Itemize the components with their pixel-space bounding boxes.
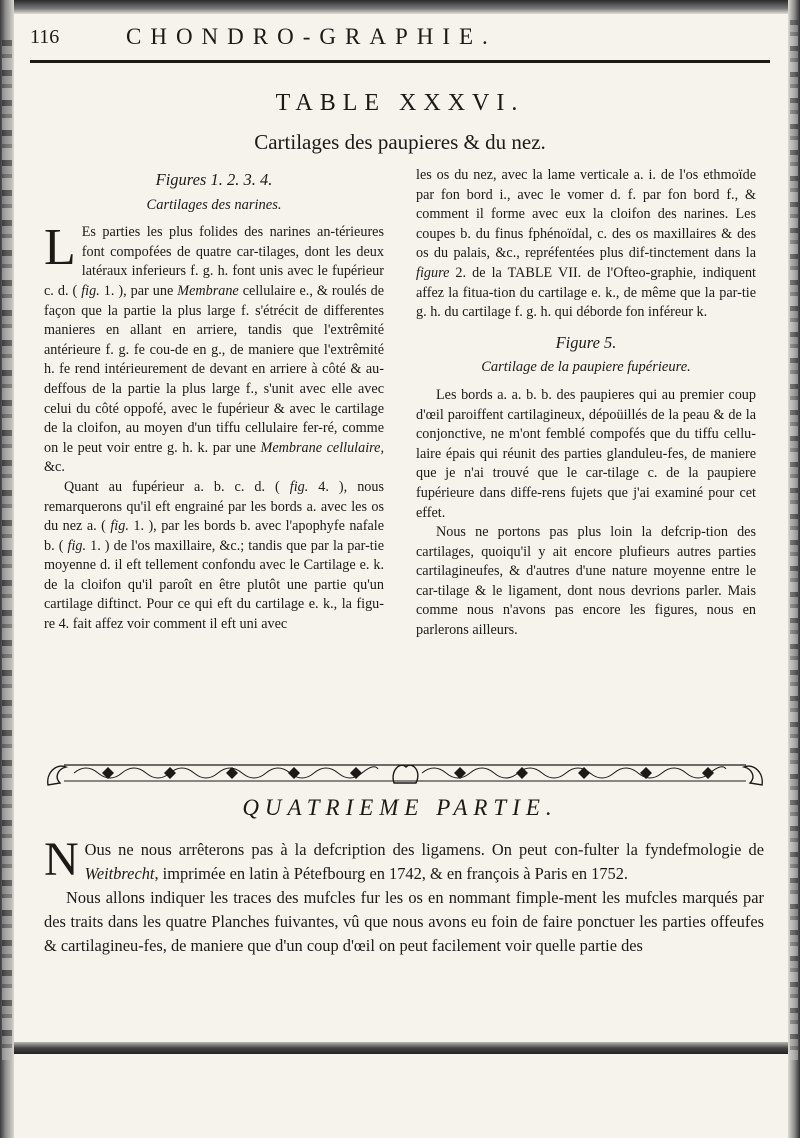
- page-header: [30, 20, 770, 60]
- right-binding-edge: [788, 0, 800, 1138]
- running-head: CHONDRO-GRAPHIE.: [126, 24, 497, 49]
- paragraph: Nous allons indiquer les traces des mufcles fur les os en nommant fimple-ment les mufcles marqués par des traits dans les quatre Planches fuivantes, vû que nous avons eu foin de faire ponctuer les parties offeufes & cartilagineu-fes, de maniere que d'un coup d'œil on peut facilement voir quelle partie des: [44, 888, 764, 955]
- paragraph: les os du nez, avec la lame verticale a. i. de l'os ethmoïde par fon bord i., avec le vomer d. f. par fon bord f., & comment il forme avec eux la cloifon des narines. Les coupes b. du finus fphénoïdal, c. des os maxillaires & des os du palais, &c., repréfentées plus dif-tinctement dans la figure 2. de la TABLE VII. de l'Ofteo-graphie, indiquent affez la fitua-tion du cartilage e. k., de même que la par-tie g. h. du cartilage f. g. h. qui déborde fon inféreur k.: [416, 167, 756, 321]
- page-top-edge: [14, 0, 788, 14]
- left-binding-edge: [0, 0, 14, 1138]
- part-body: [44, 833, 764, 958]
- section-heading-narines: Cartilages des narines.: [146, 196, 282, 213]
- drop-cap: L: [44, 219, 76, 277]
- right-column: [416, 166, 756, 641]
- figure-heading: Figure 5.: [555, 332, 617, 352]
- paragraph: N Ous ne nous arrêterons pas à la defcription des ligamens. On peut con-fulter la fyndefmologie de Weitbrecht, imprimée en latin à Pétefbourg en 1742, & en françois à Paris en 1752.: [44, 833, 764, 886]
- drop-cap: N: [44, 833, 79, 886]
- paragraph: Quant au fupérieur a. b. c. d. ( fig. 4. ), nous remarquerons qu'il eft engrainé par les bords a. avec les os du nez a. ( fig. 1. ), par les bords b. avec l'apophyfe nafale b. ( fig. 1. ) de l'os maxillaire, &c.; tandis que par la par-tie moyenne d. il eft tellement confondu avec le Cartilage e. k. de la cloifon qu'il paroît en être plutôt une partie qu'un cartilage diftinct. Pour ce qui eft du cartilage e. k., la figu-re 4. fait affez voir comment il eft uni avec: [44, 478, 384, 633]
- page-bottom-edge: [14, 1042, 788, 1054]
- figures-heading: Figures 1. 2. 3. 4.: [155, 170, 273, 189]
- paragraph: Nous ne portons pas plus loin la defcrip-tion des cartilages, quoiqu'il y ait encore plufieurs autres parties cartilagineufes, & d'autres d'une nature moyenne entre le car-tilage & le ligament, dont nous devrions parler. Mais comme nous n'avons pas encore les figures, nous en parlerons ailleurs.: [416, 524, 756, 639]
- ornament-band: [44, 757, 766, 789]
- table-subtitle: Cartilages des paupieres & du nez.: [254, 130, 546, 154]
- section-heading-paupiere: Cartilage de la paupiere fupérieure.: [481, 359, 691, 376]
- paragraph: L Es parties les plus folides des narines an-térieures font compofées de quatre car-tilages, dont les deux latéraux inferieurs f. g. h. font unis avec le fupérieur c. d. ( fig. 1. ), par une Membrane cellulaire e., & roulés de façon que la partie la plus large f. s'étrécit de differentes manieres en allant en arriere, tandis que l'extrêmité antérieure f. g. fe cou-de en g., de maniere que l'extrêmité h. fe rend intérieurement de devant en arriere à côté & au-deffous de la partie la plus large f., s'unit avec elle avec celui du côté oppofé, avec le fupérieur & avec le cartilage de la cloifon, au moyen d'un tiffu cellulaire fer-ré, comme on le peut voir entre g. h. k. par une Membrane cellulaire, &c.: [44, 219, 384, 476]
- left-column: [44, 166, 384, 635]
- page-number: 116: [30, 26, 60, 48]
- table-title: TABLE XXXVI.: [275, 90, 525, 116]
- part-title: QUATRIEME PARTIE.: [242, 795, 558, 820]
- header-rule: [30, 60, 770, 63]
- paragraph: Les bords a. a. b. b. des paupieres qui au premier coup d'œil paroiffent cartilagineux, dépoüillés de la peau & de la conjonctive, ne m'ont femblé compofés que du tiffu cellu-laire épais qui réunit des parties glanduleu-fes, de maniere que je n'ai trouvé que le car-tilage c. de la paupiere fupérieure dans diffe-rens fujets que j'ai examiné pour cet effet.: [416, 386, 756, 521]
